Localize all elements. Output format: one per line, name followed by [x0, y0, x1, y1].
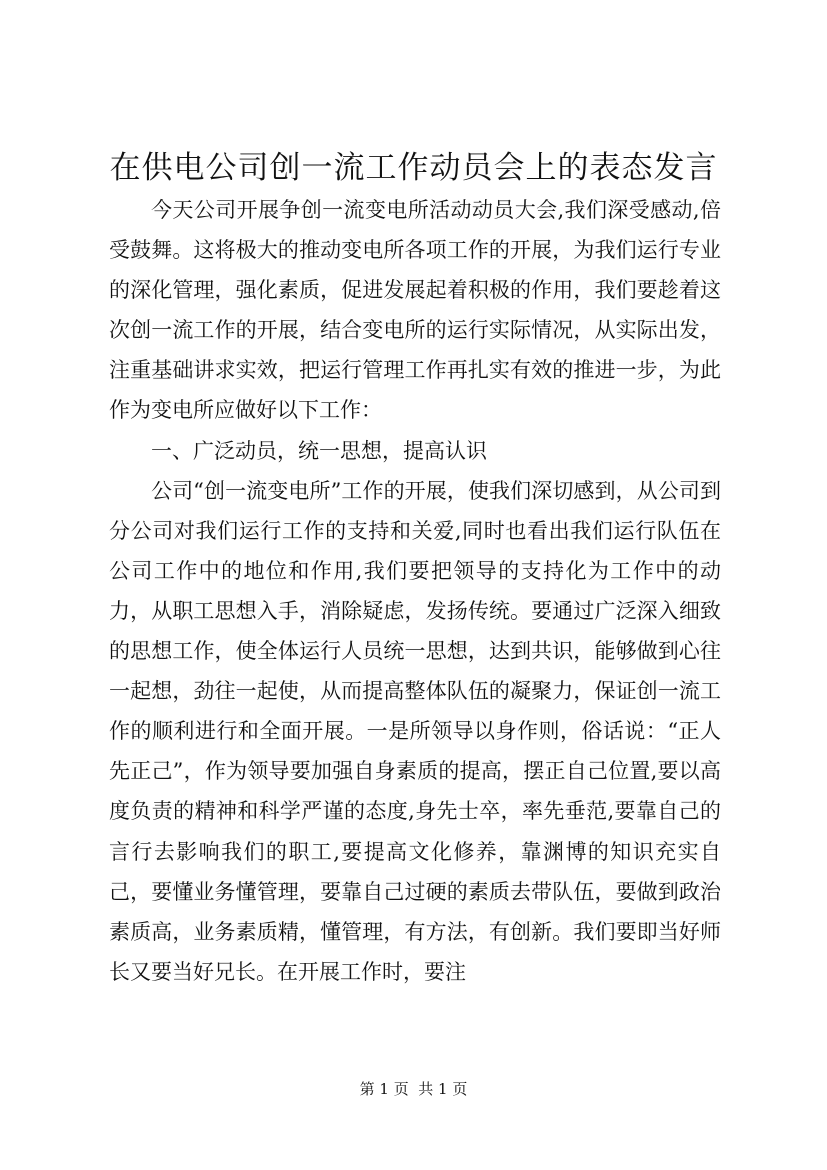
document-title: 在供电公司创一流工作动员会上的表态发言	[109, 150, 718, 186]
paragraph-intro: 今天公司开展争创一流变电所活动动员大会,我们深受感动,倍受鼓舞。这将极大的推动变电所各项工作的开展，为我们运行专业的深化管理，强化素质，促进发展起着积极的作用，我们要趁着这次创一流工作的开展，结合变电所的运行实际情况，从实际出发，注重基础讲求实效，把运行管理工作再扎实有效的推进一步，为此作为变电所应做好以下工作：	[109, 198, 721, 423]
paragraph-section-1: 公司“创一流变电所”工作的开展，使我们深切感到，从公司到分公司对我们运行工作的支持和关爱,同时也看出我们运行队伍在公司工作中的地位和作用,我们要把领导的支持化为工作中的动力，从职工思想入手，消除疑虑，发扬传统。要通过广泛深入细致的思想工作，使全体运行人员统一思想，达到共识，能够做到心往一起想，劲往一起使，从而提高整体队伍的凝聚力，保证创一流工作的顺利进行和全面开展。一是所领导以身作则，俗话说：“正人先正己”，作为领导要加强自身素质的提高，摆正自己位置,要以高度负责的精神和科学严谨的态度,身先士卒，率先垂范,要靠自己的言行去影响我们的职工,要提高文化修养，靠渊博的知识充实自己，要懂业务懂管理，要靠自己过硬的素质去带队伍，要做到政治素质高，业务素质精，懂管理，有方法，有创新。我们要即当好师长又要当好兄长。在开展工作时，要注	[109, 478, 721, 984]
page-footer	[0, 1079, 827, 1099]
section-heading-1: 一、广泛动员，统一思想，提高认识	[151, 438, 487, 463]
document-body	[109, 190, 721, 992]
page-number-label: 第 1 页 共 1 页	[359, 1080, 468, 1098]
